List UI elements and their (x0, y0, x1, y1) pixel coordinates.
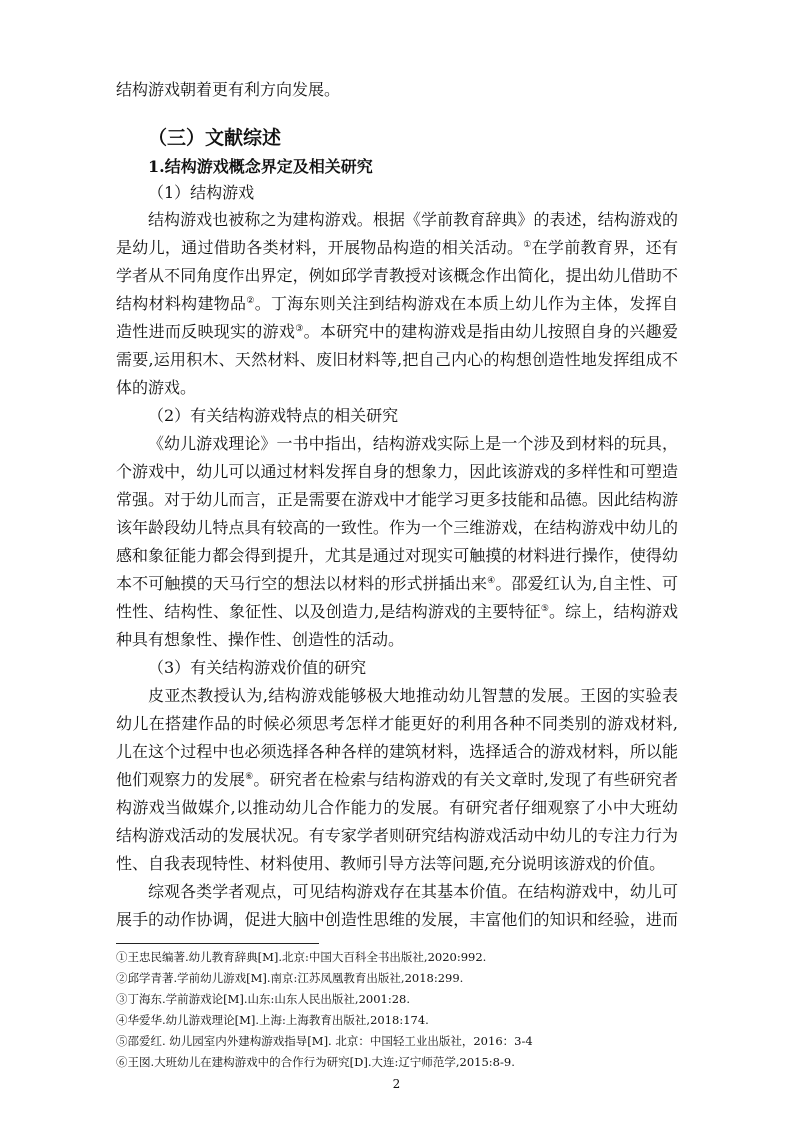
paragraph-line: 《幼儿游戏理论》一书中指出，结构游戏实际上是一个涉及到材料的玩具， (148, 434, 678, 453)
footnote: ④华爱华.幼儿游戏理论[M].上海:上海教育出版社,2018:174. (116, 1013, 429, 1027)
paragraph-line: 是幼儿，通过借助各类材料，开展物品构造的相关活动。①在学前教育界，还有 (116, 238, 678, 257)
paragraph-line: 个游戏中，幼儿可以通过材料发挥自身的想象力，因此该游戏的多样性和可塑造 (116, 462, 678, 481)
footnote-divider (116, 943, 319, 944)
paragraph-line: 种具有想象性、操作性、创造性的活动。 (116, 630, 405, 649)
part-heading: （3）有关结构游戏价值的研究 (148, 658, 367, 677)
footnote-ref: ② (246, 296, 255, 306)
paragraph-line: 体的游戏。 (116, 378, 197, 397)
subsection-heading: 1.结构游戏概念界定及相关研究 (148, 157, 373, 176)
footnote-ref: ⑤ (540, 604, 550, 614)
paragraph-line: 该年龄段幼儿特点具有较高的一致性。作为一个三维游戏，在结构游戏中幼儿的 (116, 518, 678, 537)
paragraph-line: 儿在这个过程中也必须选择各种各样的建筑材料，选择适合的游戏材料，所以能 (116, 742, 678, 761)
part-heading: （2）有关结构游戏特点的相关研究 (148, 406, 399, 425)
paragraph-line: 结构游戏也被称之为建构游戏。根据《学前教育辞典》的表述，结构游戏的 (148, 210, 678, 229)
paragraph-line: 综观各类学者观点，可见结构游戏存在其基本价值。在结构游戏中，幼儿可 (148, 882, 678, 901)
footnote: ③丁海东.学前游戏论[M].山东:山东人民出版社,2001:28. (116, 992, 411, 1006)
paragraph-line: 本不可触摸的天马行空的想法以材料的形式拼插出来④。邵爱红认为,自主性、可 (116, 574, 678, 593)
section-heading: （三）文献综述 (148, 127, 282, 149)
paragraph-line: 皮亚杰教授认为,结构游戏能够极大地推动幼儿智慧的发展。王囡的实验表 (148, 686, 678, 705)
paragraph-line: 结构材料构建物品②。丁海东则关注到结构游戏在本质上幼儿作为主体，发挥自 (116, 294, 678, 313)
part-heading: （1）结构游戏 (148, 183, 255, 202)
paragraph-line: 常强。对于幼儿而言，正是需要在游戏中才能学习更多技能和品德。因此结构游 (116, 490, 678, 509)
paragraph-line: 展手的动作协调，促进大脑中创造性思维的发展，丰富他们的知识和经验，进而 (116, 910, 678, 929)
paragraph-line: 性、自我表现特性、材料使用、教师引导方法等问题,充分说明该游戏的价值。 (116, 854, 666, 873)
footnote-ref: ① (523, 240, 532, 250)
footnote-ref: ⑥ (245, 772, 254, 782)
footnote: ②邱学青著.学前幼儿游戏[M].南京:江苏凤凰教育出版社,2018:299. (116, 971, 464, 985)
paragraph-line: 学者从不同角度作出界定，例如邱学青教授对该概念作出简化，提出幼儿借助不 (116, 266, 678, 285)
paragraph-line: 造性进而反映现实的游戏③。本研究中的建构游戏是指由幼儿按照自身的兴趣爱 (116, 322, 678, 341)
footnote-ref: ③ (295, 324, 304, 334)
body-text-line: 结构游戏朝着更有利方向发展。 (116, 80, 341, 99)
page-number: 2 (392, 1077, 401, 1091)
paragraph-line: 需要,运用积木、天然材料、废旧材料等,把自己内心的构想创造性地发挥组成不 (116, 350, 678, 369)
paragraph-line: 幼儿在搭建作品的时候必须思考怎样才能更好的利用各种不同类别的游戏材料, (116, 714, 678, 733)
paragraph-line: 感和象征能力都会得到提升，尤其是通过对现实可触摸的材料进行操作，使得幼 (116, 546, 678, 565)
paragraph-line: 构游戏当做媒介,以推动幼儿合作能力的发展。有研究者仔细观察了小中大班幼 (116, 798, 678, 817)
footnote: ⑥王囡.大班幼儿在建构游戏中的合作行为研究[D].大连:辽宁师范学,2015:8-9. (116, 1055, 515, 1069)
footnote: ⑤邵爱红. 幼儿园室内外建构游戏指导[M]. 北京：中国轻工业出版社，2016：3-4 (116, 1034, 533, 1048)
footnote: ①王忠民编著.幼儿教育辞典[M].北京:中国大百科全书出版社,2020:992. (116, 950, 487, 964)
paragraph-line: 结构游戏活动的发展状况。有专家学者则研究结构游戏活动中幼儿的专注力行为 (116, 826, 678, 845)
paragraph-line: 性性、结构性、象征性、以及创造力,是结构游戏的主要特征⑤。综上，结构游戏 (116, 602, 678, 621)
paragraph-line: 他们观察力的发展⑥。研究者在检索与结构游戏的有关文章时,发现了有些研究者 (116, 770, 678, 789)
footnote-ref: ④ (487, 576, 496, 586)
